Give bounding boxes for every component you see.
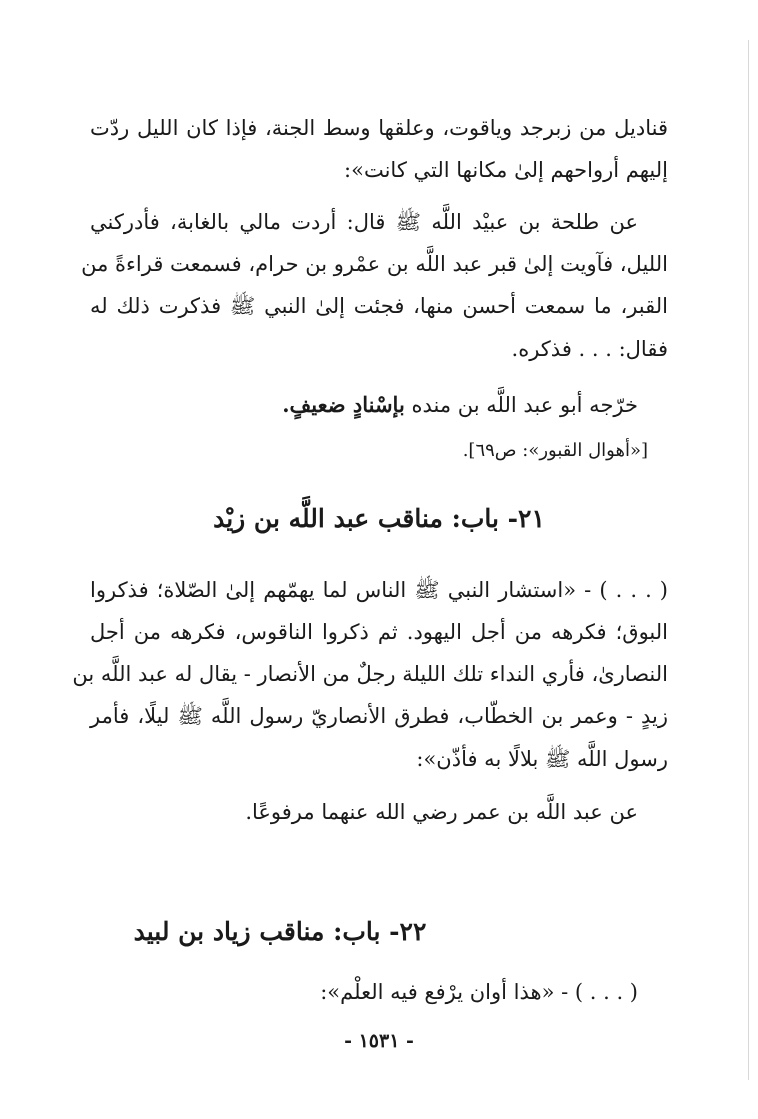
paragraph-3-line-2: البوق؛ فكرهه من أجل اليهود. ثم ذكروا الناقوس، فكرهه من أجل [90,620,668,644]
takhrij-text: خرّجه أبو عبد اللَّه بن منده [411,393,638,417]
paragraph-2-line-3: القبر، ما سمعت أحسن منها، فجئت إلىٰ النبي ﷺ فذكرت ذلك له [90,294,668,318]
paragraph-4-line: ( . . . ) - «هذا أوان يرْفع فيه العلْم»: [320,980,638,1004]
paragraph-3-line-4: زيدٍ - وعمر بن الخطّاب، فطرق الأنصاريّ رسول اللَّه ﷺ ليلًا، فأمر [90,704,668,728]
chapter-heading-21: ٢١- باب: مناقب عبد اللَّه بن زيْد [213,504,545,533]
scan-edge-divider [748,40,749,1080]
paragraph-1-line-1: قناديل من زبرجد وياقوت، وعلقها وسط الجنة، فإذا كان الليل ردّت [90,116,668,140]
paragraph-2-line-2: الليل، فآويت إلىٰ قبر عبد اللَّه بن عمْرو بن حرام، فسمعت قراءةً من [81,252,668,276]
paragraph-1-line-2: إليهم أرواحهم إلىٰ مكانها التي كانت»: [344,158,668,182]
paragraph-3-line-5: رسول اللَّه ﷺ بلالًا به فأذّن»: [416,747,668,771]
narration-line: عن عبد اللَّه بن عمر رضي الله عنهما مرفوعًا. [245,800,638,824]
takhrij-grade: بإسْنادٍ ضعيفٍ. [282,392,405,417]
paragraph-3-line-3: النصارىٰ، فأري النداء تلك الليلة رجلٌ من الأنصار - يقال له عبد اللَّه بن [72,662,668,686]
chapter-heading-22: ٢٢- باب: مناقب زياد بن لبيد [133,917,427,946]
takhrij-line [90,386,638,424]
page-number: - ١٥٣١ - [344,1030,414,1052]
paragraph-2-line-4: فقال: . . . فذكره. [511,337,668,361]
paragraph-2-line-1: عن طلحة بن عبيْد اللَّه ﷺ قال: أردت مالي بالغابة، فأدركني [90,210,638,234]
paragraph-3-line-1: ( . . . ) - «استشار النبي ﷺ الناس لما يهمّهم إلىٰ الصّلاة؛ فذكروا [90,578,668,602]
citation-source: [«أهوال القبور»: ص٦٩]. [462,440,648,461]
